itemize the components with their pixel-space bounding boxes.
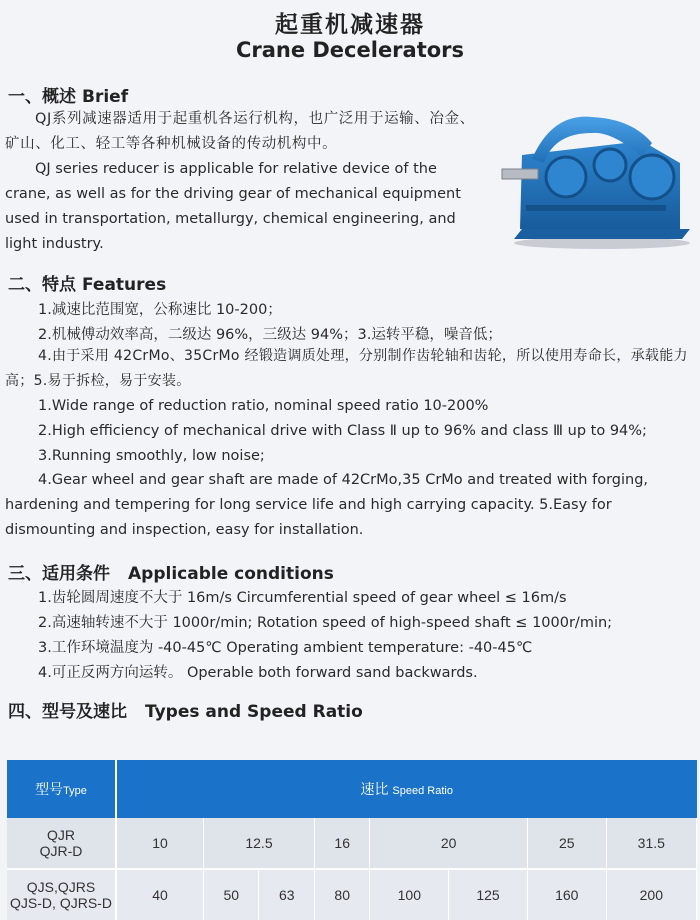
condition-item: 4.可正反两方向运转。 Operable both forward sand backwards. — [38, 665, 478, 681]
ratio-cell: 12.5 — [204, 818, 315, 869]
ratio-cell: 200 — [606, 869, 696, 920]
title-en: Crane Decelerators — [235, 38, 465, 62]
ratio-cell: 31.5 — [606, 818, 696, 869]
brief-cn-text: QJ系列减速器适用于起重机各运行机构，也广泛用于运输、冶金、矿山、化工、轻工等各种机械设备的传动机构中。 — [5, 111, 475, 152]
brief-heading-cn: 一、概述 — [8, 87, 76, 107]
type-name: QJR-D — [39, 843, 83, 859]
types-heading — [8, 697, 363, 722]
type-header-en: Type — [63, 785, 87, 797]
features-cn-item: 1.减速比范围宽，公称速比 10-200； — [38, 302, 282, 318]
features-cn-item: 4.由于采用 42CrMo、35CrMo 经锻造调质处理，分别制作齿轮轴和齿轮，所以使用寿命长，承载能力高；5.易于拆检，易于安装。 — [5, 348, 688, 389]
ratio-header-en: Speed Ratio — [392, 785, 453, 797]
ratio-header-cn: 速比 — [360, 781, 389, 797]
type-header — [7, 760, 116, 818]
table-row — [7, 818, 697, 869]
table-row — [7, 869, 697, 920]
ratio-cell: 63 — [259, 869, 314, 920]
type-header-cn: 型号 — [35, 781, 64, 797]
ratio-cell: 125 — [449, 869, 528, 920]
features-heading-cn: 二、特点 — [8, 275, 76, 295]
features-cn-item: 2.机械傅动效率高，二级达 96%，三级达 94%；3.运转平稳，噪音低； — [38, 327, 502, 343]
ratio-cell: 10 — [116, 818, 204, 869]
ratio-header — [116, 760, 697, 818]
type-name: QJR — [47, 827, 75, 843]
features-en-item: 1.Wide range of reduction ratio, nominal speed ratio 10-200% — [38, 398, 489, 414]
brief-heading-en: Brief — [82, 87, 129, 107]
ratio-cell: 50 — [204, 869, 259, 920]
brief-heading — [8, 82, 128, 107]
reducer-product-image — [492, 103, 692, 251]
title-cn: 起重机减速器 — [275, 12, 425, 38]
features-en-item: 3.Running smoothly, low noise; — [38, 448, 265, 464]
ratio-cell: 20 — [370, 818, 527, 869]
types-heading-cn: 四、型号及速比 — [8, 702, 127, 722]
condition-item: 1.齿轮圆周速度不大于 16m/s Circumferential speed of gear wheel ≤ 16m/s — [38, 590, 567, 606]
ratio-cell: 80 — [314, 869, 369, 920]
conditions-heading-en: Applicable conditions — [128, 564, 334, 584]
types-heading-en: Types and Speed Ratio — [145, 702, 363, 722]
type-cell — [7, 869, 116, 920]
ratio-cell: 16 — [314, 818, 369, 869]
features-heading — [8, 270, 166, 295]
type-cell — [7, 818, 116, 869]
ratio-cell: 25 — [527, 818, 606, 869]
features-en-item: 2.High efficiency of mechanical drive with Class Ⅱ up to 96% and class Ⅲ up to 94%; — [38, 423, 647, 439]
brief-en-text: QJ series reducer is applicable for relative device of the crane, as well as for the driving gear of mechanical equipment used in transportation, metallurgy, chemical engineering, and light industry. — [5, 161, 461, 252]
condition-item: 2.高速轴转速不大于 1000r/min; Rotation speed of high-speed shaft ≤ 1000r/min; — [38, 615, 613, 631]
type-name: QJS,QJRS — [26, 879, 96, 895]
ratio-cell: 40 — [116, 869, 204, 920]
ratio-cell: 100 — [370, 869, 449, 920]
features-en-item: 4.Gear wheel and gear shaft are made of 42CrMo,35 CrMo and treated with forging, hardening and tempering for long service life and high carrying capacity. 5.Easy for dismounting and inspection, easy for installation. — [5, 472, 649, 538]
conditions-heading-cn: 三、适用条件 — [8, 564, 110, 584]
table-header-row — [7, 760, 697, 818]
type-name: QJS-D, QJRS-D — [10, 895, 112, 911]
condition-item: 3.工作环境温度为 -40-45℃ Operating ambient temperature: -40-45℃ — [38, 640, 533, 656]
ratio-cell: 160 — [527, 869, 606, 920]
speed-ratio-table — [7, 760, 697, 920]
conditions-heading — [8, 559, 334, 584]
features-heading-en: Features — [82, 275, 167, 295]
